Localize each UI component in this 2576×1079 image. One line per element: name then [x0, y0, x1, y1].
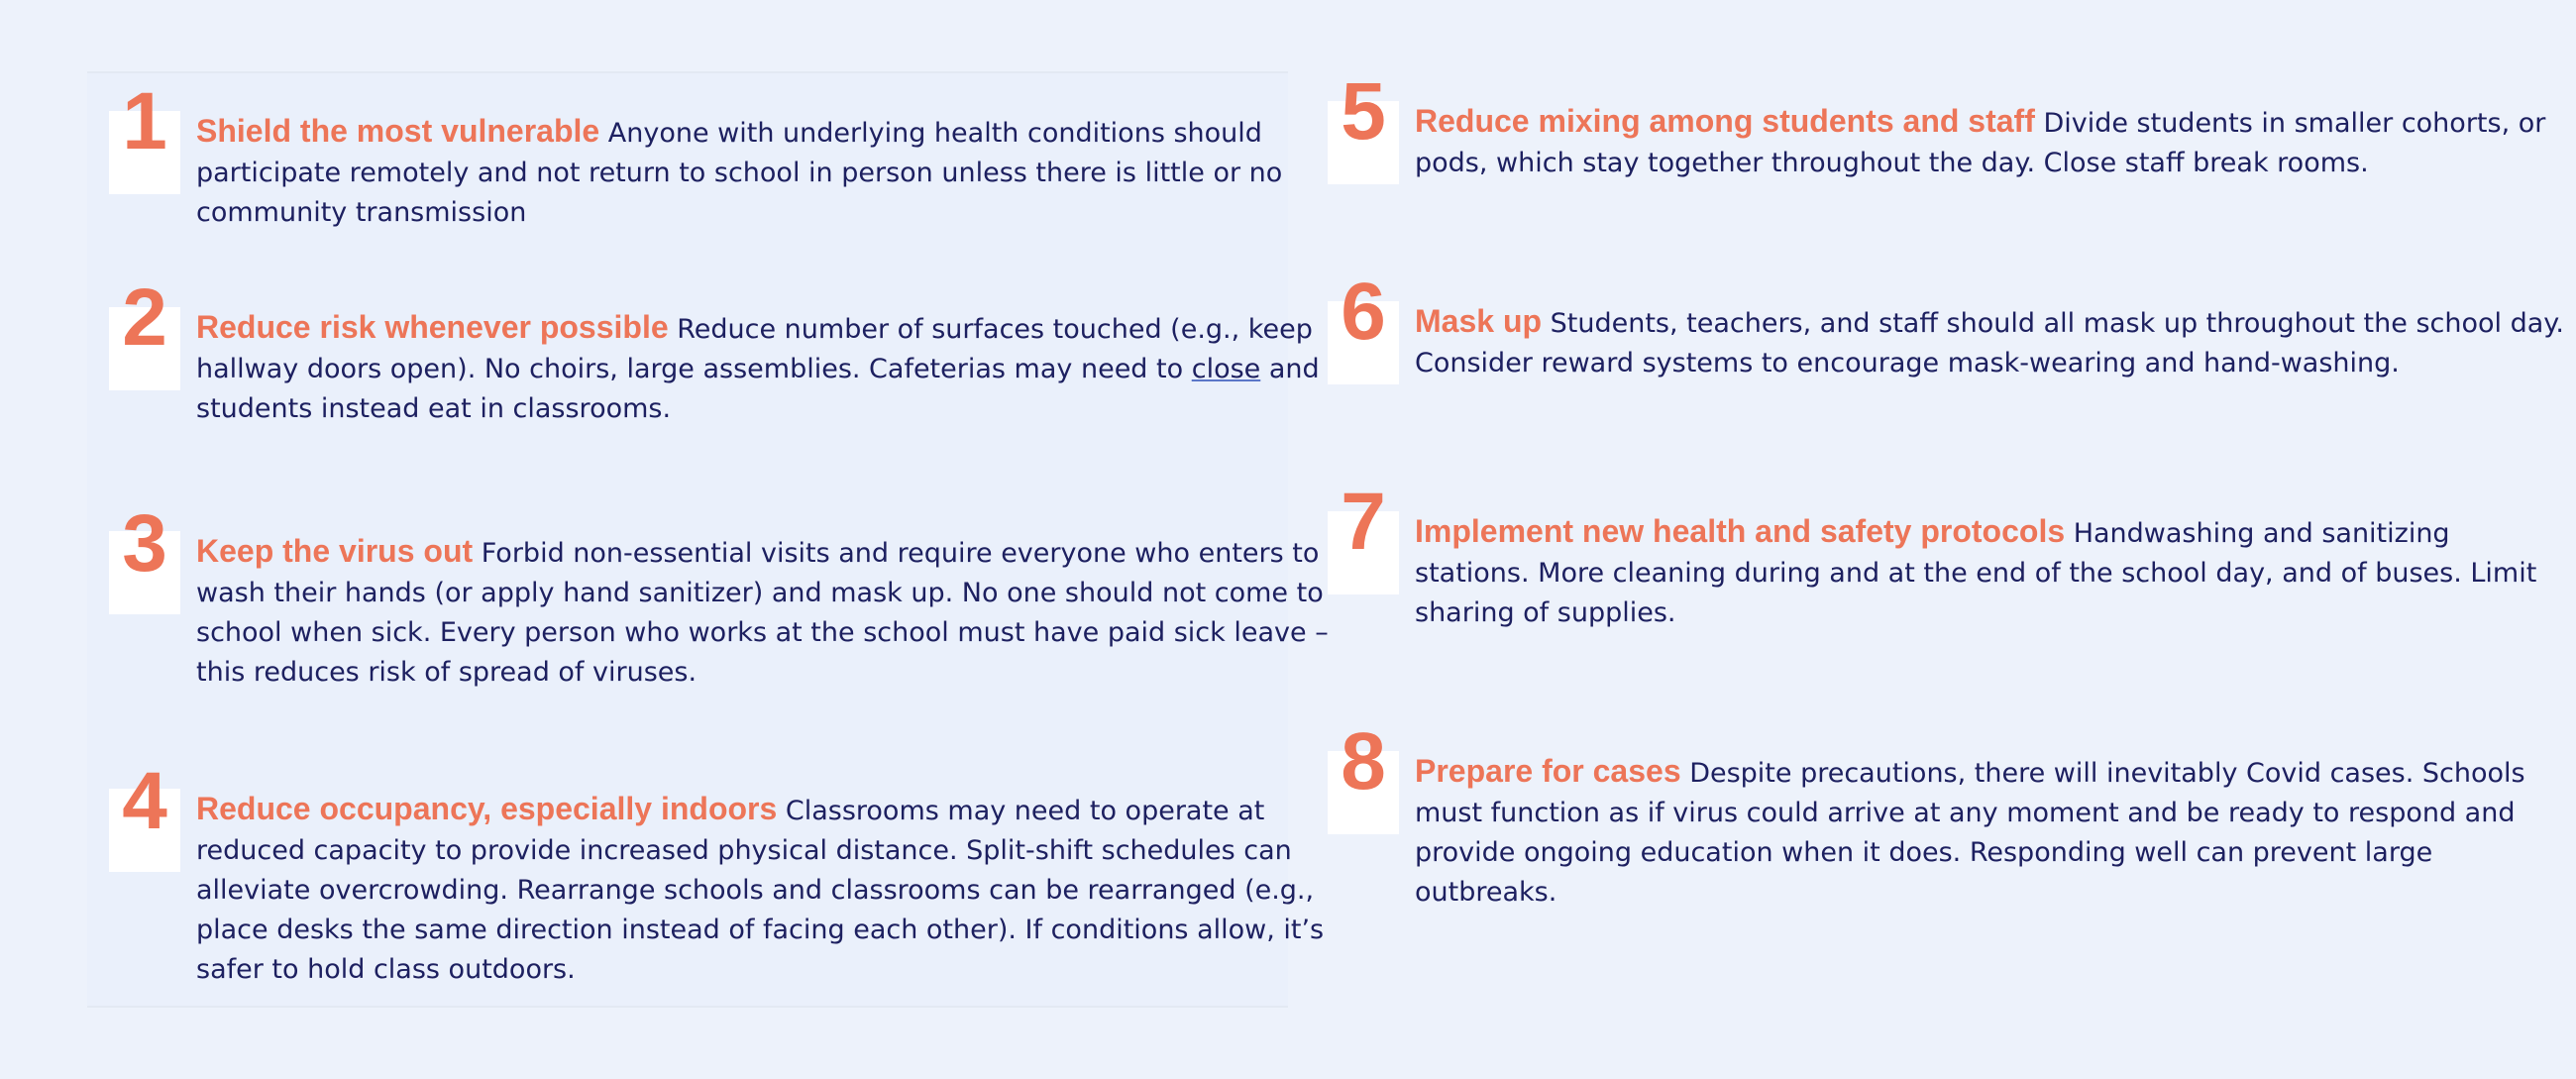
item-number: 3 [122, 498, 167, 589]
item-body: Forbid non-essential visits and require everyone who enters to wash their hands (or apply hand sanitizer) and mask up. No one should not come to school when sick. Every person who works at the school must have paid sick leave – this reduces risk of spread of viruses. [196, 538, 1329, 688]
item-number: 5 [1341, 66, 1386, 157]
item-number: 2 [122, 272, 167, 363]
item-body: Handwashing and sanitizing stations. More cleaning during and at the end of the school day, and of buses. Limit sharing of supplies. [1415, 518, 2537, 628]
item-number: 6 [1341, 267, 1386, 357]
item-body-start: Reduce number of surfaces touched (e.g., keep hallway doors open). No choirs, large assemblies. Cafeterias may need to [196, 314, 1313, 384]
item-heading: Implement new health and safety protocols [1415, 513, 2066, 549]
item-text [196, 111, 1345, 233]
item-heading: Reduce occupancy, especially indoors [196, 791, 778, 826]
item-heading: Keep the virus out [196, 533, 474, 569]
close-link[interactable]: close [1191, 354, 1261, 384]
item-heading: Shield the most vulnerable [196, 113, 600, 149]
item-number: 1 [122, 76, 167, 166]
item-number: 8 [1341, 716, 1386, 807]
item-text [196, 307, 1345, 429]
item-body: Divide students in smaller cohorts, or pods, which stay together throughout the day. Close staff break rooms. [1415, 108, 2546, 178]
item-body-end: and students instead eat in classrooms. [196, 354, 1320, 424]
item-heading: Prepare for cases [1415, 753, 1681, 789]
item-body: Students, teachers, and staff should all mask up throughout the school day. Consider reward systems to encourage mask-wearing and hand-washing. [1415, 308, 2564, 378]
item-heading: Reduce risk whenever possible [196, 309, 669, 345]
item-text [196, 531, 1336, 693]
item-text [1415, 511, 2564, 633]
item-body: Despite precautions, there will inevitably Covid cases. Schools must function as if virus could arrive at any moment and be ready to respond and provide ongoing education when it does. Responding well can prevent large outbreaks. [1415, 758, 2525, 908]
item-number: 7 [1341, 477, 1386, 567]
item-heading: Reduce mixing among students and staff [1415, 103, 2035, 139]
item-body: Anyone with underlying health conditions should participate remotely and not return to school in person unless there is little or no community transmission [196, 118, 1283, 228]
item-text [1415, 301, 2564, 383]
item-text [1415, 101, 2554, 183]
item-number: 4 [122, 756, 167, 846]
item-text [196, 789, 1345, 990]
item-text [1415, 751, 2564, 913]
item-body: Classrooms may need to operate at reduced capacity to provide increased physical distance. Split-shift schedules can alleviate overcrowding. Rearrange schools and classrooms can be rearranged (e.g., place desks the same direction instead of facing each other). If conditions allow, it’s safer to hold class outdoors. [196, 796, 1325, 985]
item-heading: Mask up [1415, 303, 1543, 339]
